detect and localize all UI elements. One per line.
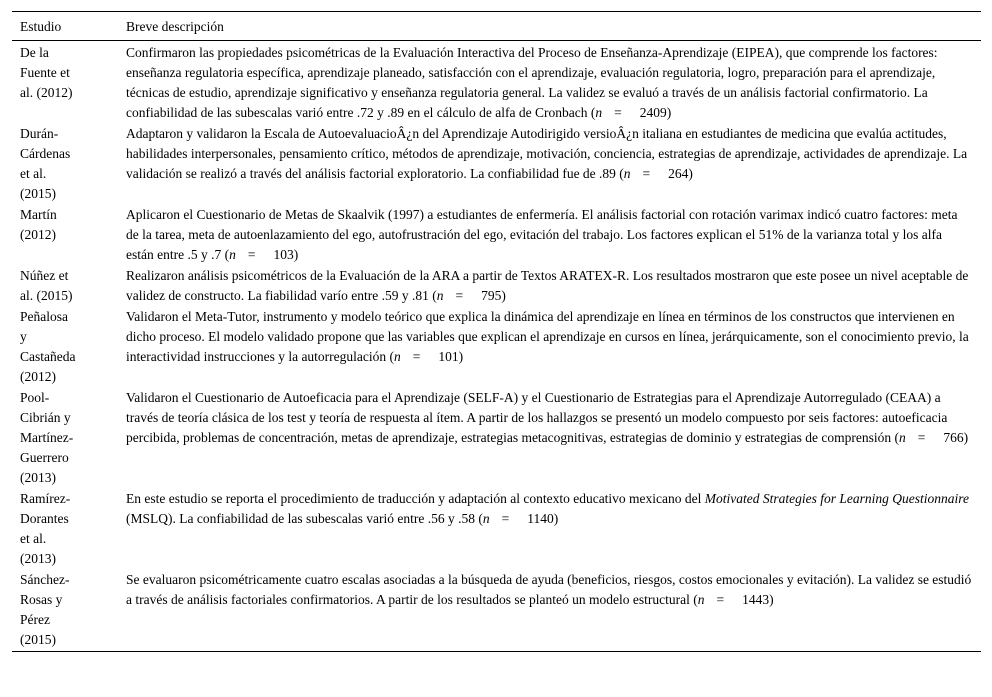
table-row	[12, 489, 981, 570]
description-text-before: En este estudio se reporta el procedimiento de traducción y adaptación al contexto educativo mexicano del	[126, 491, 705, 506]
sample-equals: =	[614, 105, 622, 120]
close-paren: )	[666, 105, 672, 120]
study-line: (2013)	[20, 551, 56, 566]
close-paren: )	[458, 349, 464, 364]
description-text: Adaptaron y validaron la Escala de AutoevaluacioÂ¿n del Aprendizaje Autodirigido versioÂ¿n italiana en estudiantes de medicina que evalúa actitudes, habilidades interpersonales, pensamiento crítico, métodos de aprendizaje, motivación, conciencia, estrategias de aprendizaje, actividades de aprendizaje. La validación se realizó a través del análisis factorial exploratorio. La confiabilidad fue de .89 (	[126, 126, 968, 181]
study-cell	[12, 266, 118, 307]
study-line: Fuente et	[20, 65, 70, 80]
sample-equals: =	[412, 349, 421, 364]
description-text: Validaron el Meta-Tutor, instrumento y modelo teórico que explica la dinámica del aprendizaje en línea en términos de los constructos que intervienen en dicho proceso. El modelo validado propone que las variables que explican el aprendizaje en cursos en línea, jerárquicamente, son el conocimiento previo, la interactividad instrucciones y la autorregulación (	[126, 309, 969, 364]
study-cell	[12, 570, 118, 652]
sample-equals: =	[247, 247, 256, 262]
description-text: Validaron el Cuestionario de Autoeficacia para el Aprendizaje (SELF-A) y el Cuestionario de Estrategias para el Aprendizaje Autorregulado (CEAA) a través de teoría clásica de los test y teoría de respuesta al ítem. A partir de los hallazgos se presentó un modelo compuesto por seis factores: autoeficacia percibida, problemas de concentración, metas de aprendizaje, estrategias metacognitivas, estrategias de dominio y estrategias de comprensión (	[126, 390, 948, 445]
instrument-title-italic: Motivated Strategies for Learning Questionnaire	[704, 491, 970, 506]
study-line: Cibrián y	[20, 410, 71, 425]
study-line: Guerrero	[20, 450, 69, 465]
sample-n-symbol: n	[697, 592, 705, 607]
study-cell	[12, 41, 118, 125]
description-text: Se evaluaron psicométricamente cuatro escalas asociadas a la búsqueda de ayuda (beneficios, riesgos, costos emocionales y evitación). La validez se estudió a través de análisis factoriales confirmatorios. A partir de los resultados se planteó un modelo estructural (	[126, 572, 972, 607]
description-cell	[118, 307, 981, 388]
sample-size-value: 1443	[742, 592, 770, 607]
table-row	[12, 307, 981, 388]
sample-equals: =	[716, 592, 725, 607]
study-line: Pool-	[20, 390, 50, 405]
study-line: (2012)	[20, 227, 56, 242]
study-line: Sánchez-	[20, 572, 70, 587]
sample-n-symbol: n	[436, 288, 444, 303]
study-line: al. (2015)	[20, 288, 73, 303]
study-line: al. (2012)	[20, 85, 73, 100]
header-estudio: Estudio	[20, 19, 62, 34]
study-line: Núñez et	[20, 268, 69, 283]
description-text: Confirmaron las propiedades psicométricas de la Evaluación Interactiva del Proceso de Enseñanza-Aprendizaje (EIPEA), que comprende los factores: enseñanza regulatoria específica, aprendizaje planeado, satisfacción con el aprendizaje, evaluación regulatoria, logro, preparación para el aprendizaje, técnicas de estudio, aprendizaje significativo y enseñanza regulatoria general. La validez se evaluó a través de un análisis factorial confirmatorio. La confiabilidad de las subescalas varió entre .72 y .89 en el cálculo de alfa de Cronbach (	[126, 45, 938, 120]
study-cell	[12, 307, 118, 388]
sample-n-symbol: n	[898, 430, 906, 445]
sample-size-value: 2409	[639, 105, 667, 120]
study-cell	[12, 205, 118, 266]
table-body	[12, 41, 981, 652]
study-line: Rosas y	[20, 592, 63, 607]
close-paren: )	[501, 288, 506, 303]
table-row	[12, 570, 981, 652]
study-cell	[12, 124, 118, 205]
sample-equals: =	[917, 430, 926, 445]
sample-n-symbol: n	[595, 105, 603, 120]
close-paren: )	[688, 166, 693, 181]
description-cell	[118, 41, 981, 125]
description-cell	[118, 570, 981, 652]
sample-size-value: 795	[481, 288, 502, 303]
study-line: (2015)	[20, 186, 56, 201]
study-line: Pérez	[20, 612, 50, 627]
sample-size-value: 103	[273, 247, 294, 262]
sample-size-value: 766	[943, 430, 964, 445]
description-cell	[118, 489, 981, 570]
study-line: Cárdenas	[20, 146, 71, 161]
description-cell	[118, 205, 981, 266]
table-row	[12, 205, 981, 266]
study-cell	[12, 489, 118, 570]
table-row	[12, 388, 981, 489]
study-line: et al.	[20, 531, 47, 546]
study-line: (2012)	[20, 369, 56, 384]
studies-table	[12, 11, 981, 652]
sample-size-value: 1140	[527, 511, 554, 526]
close-paren: )	[769, 592, 774, 607]
description-cell	[118, 124, 981, 205]
sample-equals: =	[455, 288, 464, 303]
description-text: Aplicaron el Cuestionario de Metas de Skaalvik (1997) a estudiantes de enfermería. El análisis factorial con rotación varimax indicó cuatro factores: meta de la tarea, meta de autoenlazamiento del ego, autofrustración del ego, evitación del trabajo. Los factores explican el 51% de la varianza total y los alfa están entre .5 y .7 (	[126, 207, 958, 262]
study-line: Martínez-	[20, 430, 74, 445]
studies-table-container	[12, 11, 981, 652]
study-line: y	[20, 329, 27, 344]
sample-equals: =	[642, 166, 651, 181]
sample-n-symbol: n	[394, 349, 401, 364]
sample-n-symbol: n	[482, 511, 490, 526]
close-paren: )	[553, 511, 559, 526]
study-line: Castañeda	[20, 349, 76, 364]
table-row	[12, 41, 981, 125]
study-line: et al.	[20, 166, 47, 181]
study-line: Martín	[20, 207, 57, 222]
study-line: (2015)	[20, 632, 56, 647]
table-row	[12, 124, 981, 205]
table-row	[12, 266, 981, 307]
description-text: Realizaron análisis psicométricos de la Evaluación de la ARA a partir de Textos ARATEX-R. Los resultados mostraron que este posee un nivel aceptable de validez de constructo. La fiabilidad varío entre .59 y .81 (	[126, 268, 969, 303]
sample-n-symbol: n	[623, 166, 631, 181]
description-text: (MSLQ). La confiabilidad de las subescalas varió entre .56 y .58 (	[126, 511, 483, 526]
study-line: Peñalosa	[20, 309, 68, 324]
table-header-row	[12, 12, 981, 41]
description-cell	[118, 266, 981, 307]
close-paren: )	[963, 430, 969, 445]
study-cell	[12, 388, 118, 489]
study-line: De la	[20, 45, 49, 60]
sample-size-value: 264	[668, 166, 689, 181]
study-line: (2013)	[20, 470, 56, 485]
sample-size-value: 101	[438, 349, 459, 364]
study-line: Dorantes	[20, 511, 69, 526]
study-line: Ramírez-	[20, 491, 71, 506]
header-descripcion: Breve descripción	[126, 19, 224, 34]
sample-n-symbol: n	[229, 247, 236, 262]
close-paren: )	[293, 247, 299, 262]
study-line: Durán-	[20, 126, 59, 141]
sample-equals: =	[501, 511, 510, 526]
description-cell	[118, 388, 981, 489]
